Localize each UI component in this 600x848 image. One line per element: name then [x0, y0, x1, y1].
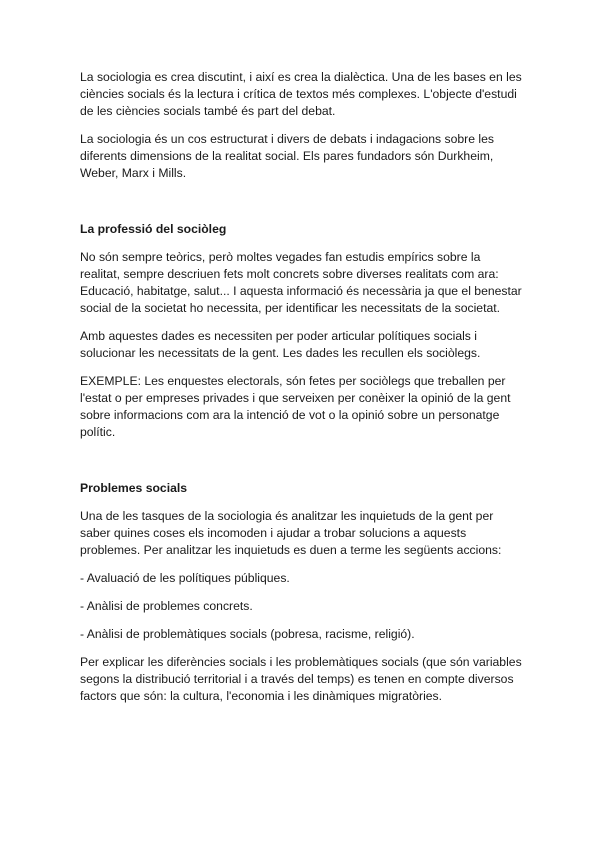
- document-page: [80, 69, 522, 705]
- profession-paragraph-1: No són sempre teòrics, però moltes vegades fan estudis empírics sobre la realitat, sempre descriuen fets molt concrets sobre diverses realitats com ara: Educació, habitatge, salut... I aquesta informació és necessària ja que el benestar social de la societat ho necessita, per identificar les necessitats de la societat.: [80, 250, 522, 315]
- intro-paragraph-2: La sociologia és un cos estructurat i divers de debats i indagacions sobre les diferents dimensions de la realitat social. Els pares fundadors són Durkheim, Weber, Marx i Mills.: [80, 132, 494, 180]
- list-item: - Anàlisi de problemes concrets.: [80, 599, 253, 613]
- profession-paragraph-2: Amb aquestes dades es necessiten per poder articular polítiques socials i solucionar les necessitats de la gent. Les dades les recullen els sociòlegs.: [80, 329, 481, 360]
- section-heading-social-problems: Problemes socials: [80, 481, 188, 495]
- social-problems-paragraph-1: Una de les tasques de la sociologia és analitzar les inquietuds de la gent per saber quines coses els incomoden i ajudar a trobar solucions a aquests problemes. Per analitzar les inquietuds es duen a terme les següents accions:: [80, 509, 502, 557]
- section-heading-profession: La professió del sociòleg: [80, 222, 227, 236]
- list-item: - Avaluació de les polítiques públiques.: [80, 571, 290, 585]
- profession-example-paragraph: EXEMPLE: Les enquestes electorals, són fetes per sociòlegs que treballen per l'estat o per empreses privades i que serveixen per conèixer la opinió de la gent sobre informacions com ara la intenció de vot o la opinió sobre un personatge polític.: [80, 374, 511, 439]
- list-item: - Anàlisi de problemàtiques socials (pobresa, racisme, religió).: [80, 627, 415, 641]
- social-problems-paragraph-2: Per explicar les diferències socials i les problemàtiques socials (que són variables segons la distribució territorial i a través del temps) es tenen en compte diversos factors que són: la cultura, l'economia i les dinàmiques migratòries.: [80, 655, 522, 703]
- intro-paragraph-1: La sociologia es crea discutint, i així es crea la dialèctica. Una de les bases en les ciències socials és la lectura i crítica de textos més complexes. L'objecte d'estudi de les ciències socials també és part del debat.: [80, 70, 522, 118]
